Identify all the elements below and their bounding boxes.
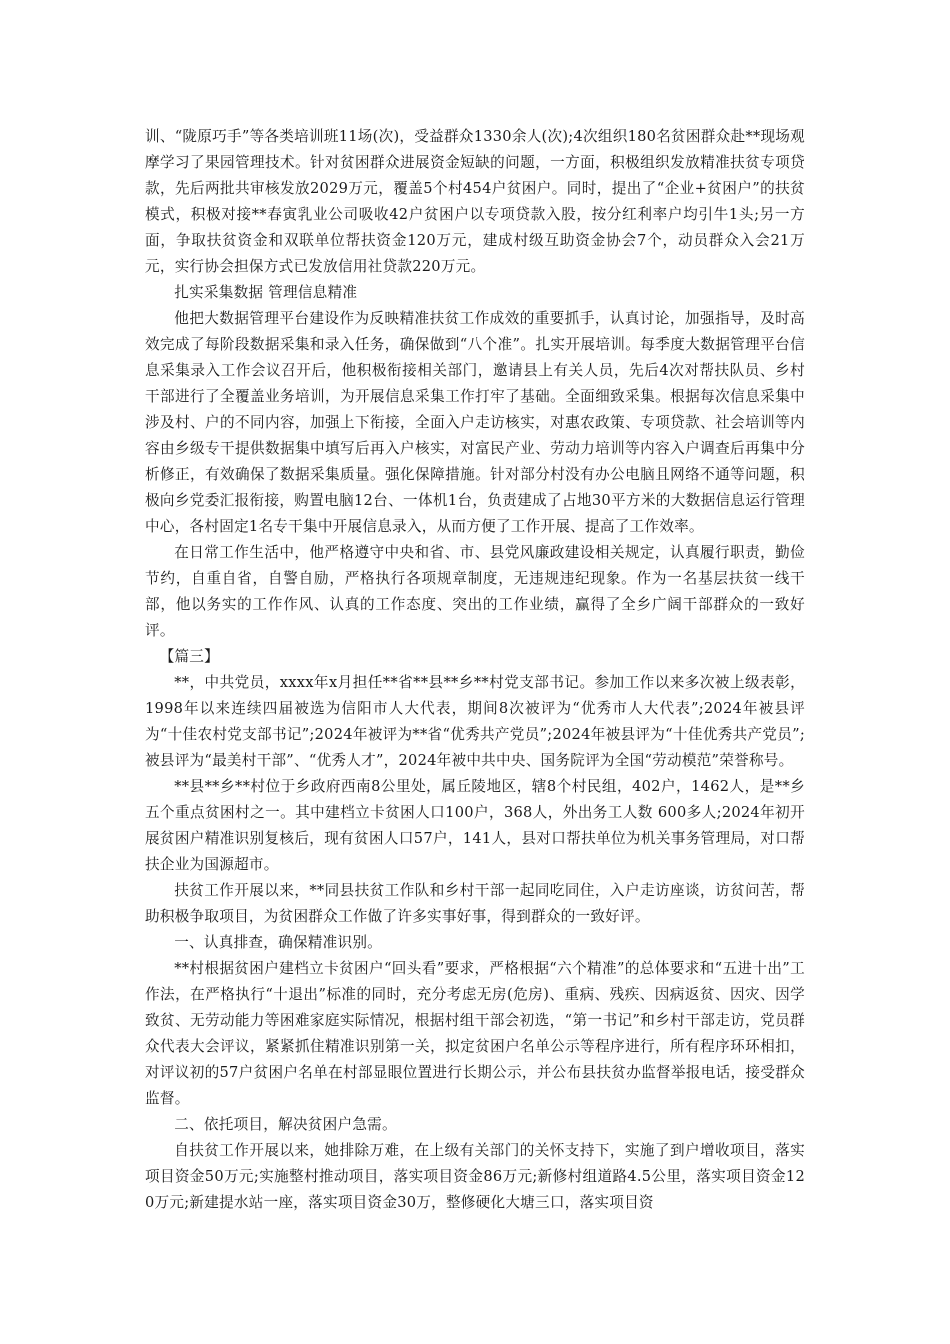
paragraph-projects-detail: 自扶贫工作开展以来，她排除万难，在上级有关部门的关怀支持下，实施了到户增收项目，落实项目资金50万元;实施整村推动项目，落实项目资金86万元;新修村组道路4.5公里，落实项目资金120万元;新建提水站一座，落实项目资金30万，整修硬化大塘三口，落实项目资 — [145, 1142, 805, 1211]
paragraph-poverty-work-overview: 扶贫工作开展以来，**同县扶贫工作队和乡村干部一起同吃同住，入户走访座谈，访贫问苦，帮助积极争取项目，为贫困群众工作做了许多实事好事，得到群众的一致好评。 — [145, 882, 805, 925]
section-heading-precise-identification: 一、认真排查，确保精准识别。 — [174, 934, 383, 951]
paragraph-village-profile: **县**乡**村位于乡政府西南8公里处，属丘陵地区，辖8个村民组，402户，1462人，是**乡五个重点贫困村之一。其中建档立卡贫困人口100户，368人，外出务工人数 600多人;2024年初开展贫困户精准识别复核后，现有贫困人口57户，141人，县对口帮扶单位为机关事务管理局，对口帮扶企业为国源超市。 — [145, 778, 805, 873]
document-page — [145, 124, 805, 1216]
section-heading-projects: 二、依托项目，解决贫困户急需。 — [174, 1116, 397, 1133]
section-heading-data-collection: 扎实采集数据 管理信息精准 — [174, 284, 358, 301]
paragraph-big-data-platform: 他把大数据管理平台建设作为反映精准扶贫工作成效的重要抓手，认真讨论，加强指导，及时高效完成了每阶段数据采集和录入任务，确保做到“八个准”。扎实开展培训。每季度大数据管理平台信息采集录入工作会议召开后，他积极衔接相关部门，邀请县上有关人员，先后4次对帮扶队员、乡村干部进行了全覆盖业务培训，为开展信息采集工作打牢了基础。全面细致采集。根据每次信息采集中涉及村、户的不同内容，加强上下衔接，全面入户走访核实，对惠农政策、专项贷款、社会培训等内容由乡级专干提供数据集中填写后再入户核实，对富民产业、劳动力培训等内容入户调查后再集中分析修正，有效确保了数据采集质量。强化保障措施。针对部分村没有办公电脑且网络不通等问题，积极向乡党委汇报衔接，购置电脑12台、一体机1台，负责建成了占地30平方米的大数据信息运行管理中心，各村固定1名专干集中开展信息录入，从而方便了工作开展、提高了工作效率。 — [145, 310, 805, 535]
section-marker-part-three: 【篇三】 — [159, 648, 219, 665]
paragraph-identification-process: **村根据贫困户建档立卡贫困户“回头看”要求，严格根据“六个精准”的总体要求和“五进十出”工作法，在严格执行“十退出”标准的同时，充分考虑无房(危房)、重病、残疾、因病返贫、因灾、因学致贫、无劳动能力等困难家庭实际情况，根据村组干部会初选，“第一书记”和乡村干部走访，党员群众代表大会评议，紧紧抓住精准识别第一关，拟定贫困户名单公示等程序进行，所有程序环环相扣，对评议初的57户贫困户名单在村部显眼位置进行长期公示，并公布县扶贫办监督举报电话，接受群众监督。 — [145, 960, 805, 1107]
paragraph-daily-conduct: 在日常工作生活中，他严格遵守中央和省、市、县党风廉政建设相关规定，认真履行职责，勤俭节约，自重自省，自警自励，严格执行各项规章制度，无违规违纪现象。作为一名基层扶贫一线干部，他以务实的工作作风、认真的工作态度、突出的工作业绩，赢得了全乡广阔干部群众的一致好评。 — [145, 544, 805, 639]
paragraph-biography: **，中共党员，xxxx年x月担任**省**县**乡**村党支部书记。参加工作以来多次被上级表彰，1998年以来连续四届被选为信阳市人大代表，期间8次被评为“优秀市人大代表”;2024年被县评为“十佳农村党支部书记”;2024年被评为**省“优秀共产党员”;2024年被县评为“十佳优秀共产党员”;被县评为“最美村干部”、“优秀人才”，2024年被中共中央、国务院评为全国“劳动模范”荣誉称号。 — [145, 674, 805, 769]
paragraph-intro-continuation: 训、“陇原巧手”等各类培训班11场(次)，受益群众1330余人(次);4次组织180名贫困群众赴**现场观摩学习了果园管理技术。针对贫困群众进展资金短缺的问题，一方面，积极组织发放精准扶贫专项贷款，先后两批共审核发放2029万元，覆盖5个村454户贫困户。同时，提出了“企业+贫困户”的扶贫模式，积极对接**春寅乳业公司吸收42户贫困户以专项贷款入股，按分红利率户均引牛1头;另一方面，争取扶贫资金和双联单位帮扶资金120万元，建成村级互助资金协会7个，动员群众入会21万元，实行协会担保方式已发放信用社贷款220万元。 — [145, 128, 805, 275]
